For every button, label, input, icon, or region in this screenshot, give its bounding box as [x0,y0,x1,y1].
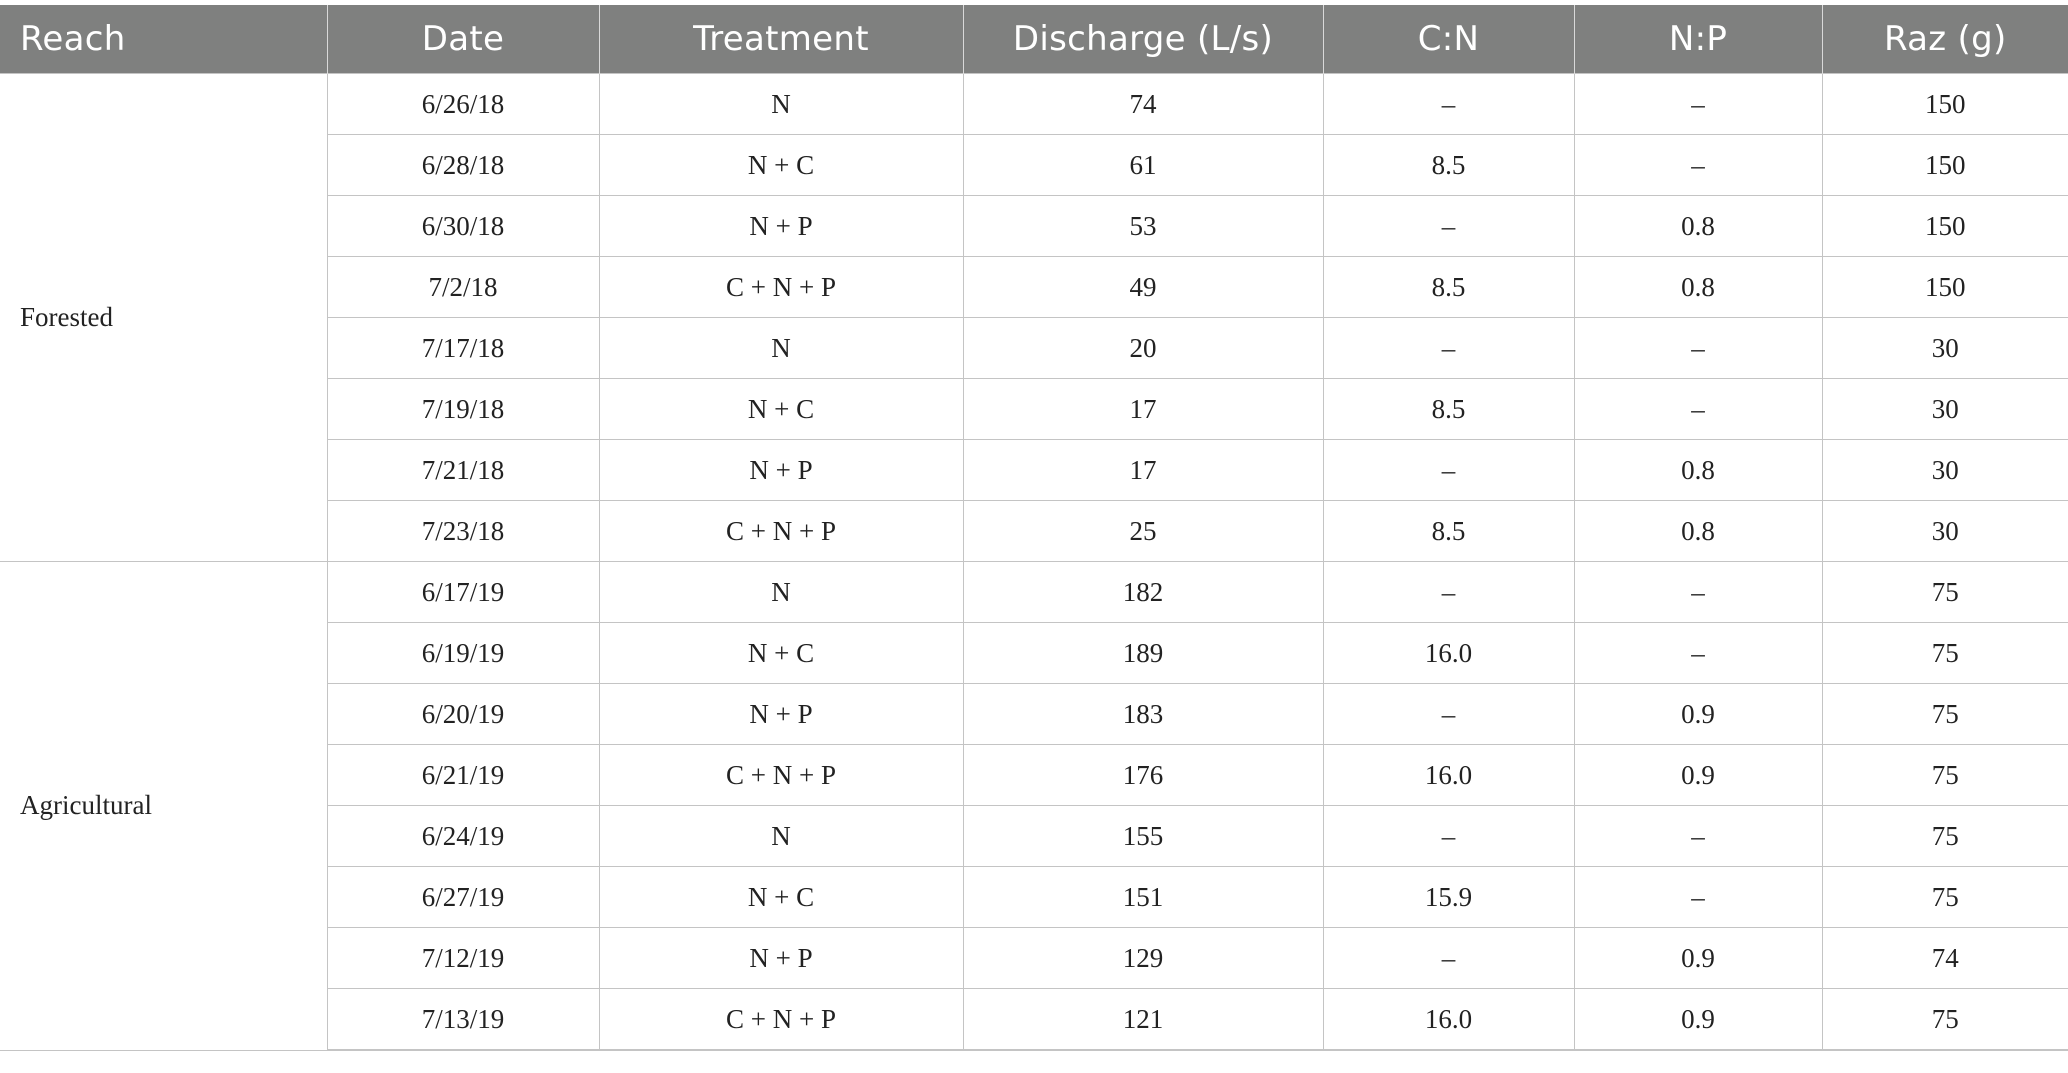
treatment-cell: N + C [599,379,963,440]
header-raz: Raz (g) [1822,5,2068,74]
treatment-cell: N + P [599,928,963,989]
discharge-cell: 129 [963,928,1323,989]
header-treatment: Treatment [599,5,963,74]
cn-cell: 8.5 [1323,135,1574,196]
discharge-cell: 121 [963,989,1323,1051]
date-cell: 7/17/18 [327,318,599,379]
np-cell: 0.9 [1574,684,1822,745]
date-cell: 6/24/19 [327,806,599,867]
np-cell: – [1574,135,1822,196]
header-date: Date [327,5,599,74]
treatment-cell: C + N + P [599,257,963,318]
treatment-cell: N + C [599,623,963,684]
table-row [0,74,2068,135]
date-cell: 6/28/18 [327,135,599,196]
cn-cell: – [1323,440,1574,501]
discharge-cell: 182 [963,562,1323,623]
raz-cell: 75 [1822,745,2068,806]
data-table [0,5,2068,1051]
raz-cell: 150 [1822,135,2068,196]
np-cell: – [1574,379,1822,440]
date-cell: 7/19/18 [327,379,599,440]
treatment-cell: N [599,806,963,867]
raz-cell: 30 [1822,440,2068,501]
discharge-cell: 176 [963,745,1323,806]
table-row [0,562,2068,623]
np-cell: 0.8 [1574,501,1822,562]
date-cell: 6/26/18 [327,74,599,135]
treatment-cell: N + C [599,135,963,196]
treatment-cell: N [599,562,963,623]
discharge-cell: 155 [963,806,1323,867]
cn-cell: 8.5 [1323,257,1574,318]
discharge-cell: 183 [963,684,1323,745]
reach-cell: Agricultural [0,562,327,1051]
treatment-cell: N [599,74,963,135]
header-row [0,5,2068,74]
raz-cell: 75 [1822,684,2068,745]
date-cell: 6/17/19 [327,562,599,623]
np-cell: – [1574,867,1822,928]
cn-cell: – [1323,684,1574,745]
cn-cell: – [1323,196,1574,257]
raz-cell: 30 [1822,379,2068,440]
discharge-cell: 49 [963,257,1323,318]
cn-cell: – [1323,318,1574,379]
raz-cell: 75 [1822,867,2068,928]
date-cell: 7/23/18 [327,501,599,562]
discharge-cell: 74 [963,74,1323,135]
cn-cell: 16.0 [1323,989,1574,1051]
treatment-cell: N + P [599,684,963,745]
cn-cell: 15.9 [1323,867,1574,928]
treatment-cell: C + N + P [599,989,963,1051]
cn-cell: – [1323,928,1574,989]
date-cell: 6/20/19 [327,684,599,745]
np-cell: 0.8 [1574,257,1822,318]
date-cell: 7/21/18 [327,440,599,501]
np-cell: – [1574,74,1822,135]
header-cn: C:N [1323,5,1574,74]
cn-cell: – [1323,806,1574,867]
date-cell: 7/2/18 [327,257,599,318]
raz-cell: 150 [1822,196,2068,257]
cn-cell: 8.5 [1323,379,1574,440]
discharge-cell: 189 [963,623,1323,684]
np-cell: 0.9 [1574,989,1822,1051]
treatment-cell: N + P [599,440,963,501]
discharge-cell: 25 [963,501,1323,562]
date-cell: 6/19/19 [327,623,599,684]
np-cell: 0.8 [1574,440,1822,501]
cn-cell: 16.0 [1323,623,1574,684]
raz-cell: 30 [1822,318,2068,379]
np-cell: – [1574,318,1822,379]
treatment-cell: N [599,318,963,379]
np-cell: 0.8 [1574,196,1822,257]
date-cell: 6/30/18 [327,196,599,257]
reach-cell: Forested [0,74,327,562]
discharge-cell: 17 [963,379,1323,440]
discharge-cell: 53 [963,196,1323,257]
header-reach: Reach [0,5,327,74]
header-np: N:P [1574,5,1822,74]
np-cell: – [1574,623,1822,684]
table-header [0,5,2068,74]
raz-cell: 75 [1822,989,2068,1051]
raz-cell: 150 [1822,257,2068,318]
discharge-cell: 17 [963,440,1323,501]
np-cell: – [1574,562,1822,623]
discharge-cell: 20 [963,318,1323,379]
raz-cell: 75 [1822,623,2068,684]
table-body [0,74,2068,1051]
cn-cell: – [1323,74,1574,135]
np-cell: – [1574,806,1822,867]
treatment-cell: C + N + P [599,501,963,562]
raz-cell: 75 [1822,806,2068,867]
date-cell: 6/21/19 [327,745,599,806]
np-cell: 0.9 [1574,928,1822,989]
header-discharge: Discharge (L/s) [963,5,1323,74]
raz-cell: 75 [1822,562,2068,623]
discharge-cell: 151 [963,867,1323,928]
date-cell: 7/13/19 [327,989,599,1051]
treatment-cell: C + N + P [599,745,963,806]
cn-cell: 16.0 [1323,745,1574,806]
cn-cell: 8.5 [1323,501,1574,562]
date-cell: 7/12/19 [327,928,599,989]
cn-cell: – [1323,562,1574,623]
raz-cell: 30 [1822,501,2068,562]
raz-cell: 74 [1822,928,2068,989]
treatment-cell: N + C [599,867,963,928]
treatment-cell: N + P [599,196,963,257]
date-cell: 6/27/19 [327,867,599,928]
raz-cell: 150 [1822,74,2068,135]
discharge-cell: 61 [963,135,1323,196]
np-cell: 0.9 [1574,745,1822,806]
